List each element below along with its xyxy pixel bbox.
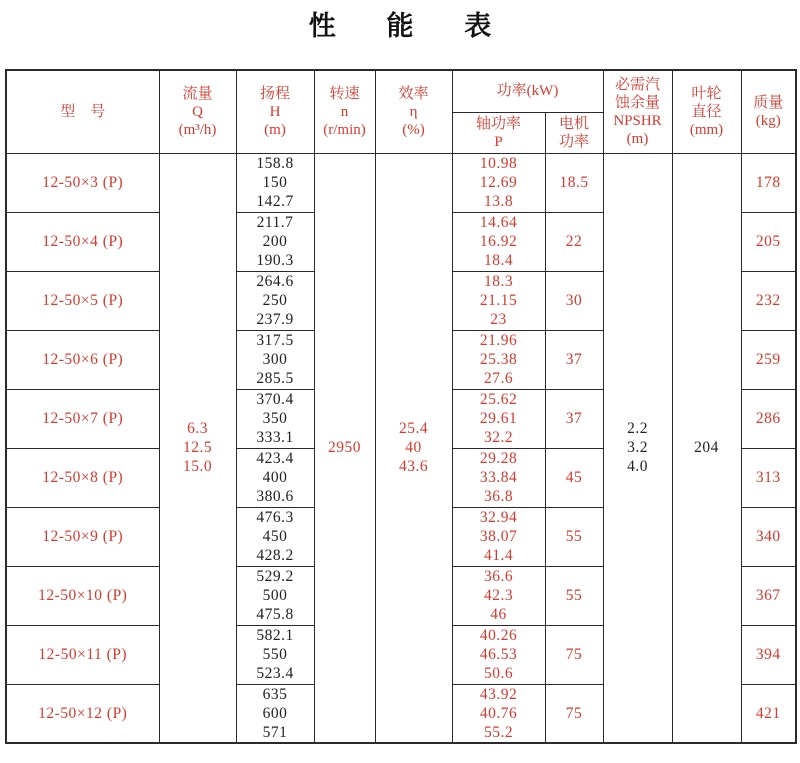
shaft-power-cell <box>452 625 545 684</box>
shaft-power-cell <box>452 389 545 448</box>
efficiency-cell <box>375 153 452 743</box>
mass-cell: 232 <box>741 271 796 330</box>
shaft-power-value: 46 <box>490 606 507 623</box>
performance-table <box>5 69 797 744</box>
shaft-power-value: 23 <box>490 311 507 328</box>
head-cell <box>236 507 314 566</box>
head-value: 333.1 <box>256 429 294 446</box>
model-cell: 12-50×4 (P) <box>6 212 159 271</box>
head-value: 571 <box>262 723 288 741</box>
table-row <box>6 153 796 212</box>
efficiency-value: 40 <box>405 439 422 457</box>
head-value: 370.4 <box>256 391 294 408</box>
motor-power-cell: 18.5 <box>545 153 603 212</box>
col-header-head-line: H <box>269 103 281 120</box>
model-cell: 12-50×6 (P) <box>6 330 159 389</box>
npshr-value: 2.2 <box>627 420 648 438</box>
head-value: 476.3 <box>256 509 294 526</box>
efficiency-value: 25.4 <box>398 420 429 438</box>
head-value: 264.6 <box>256 273 294 290</box>
model-cell: 12-50×7 (P) <box>6 389 159 448</box>
head-value: 529.2 <box>256 568 294 585</box>
motor-power-cell: 30 <box>545 271 603 330</box>
model-cell: 12-50×10 (P) <box>6 566 159 625</box>
col-header-shaft-power-line: 轴功率 <box>475 115 521 132</box>
page-title: 性 能 表 <box>308 11 514 41</box>
head-value: 523.4 <box>256 665 294 682</box>
head-value: 600 <box>262 704 288 722</box>
col-header-impeller-line: 直径 <box>691 103 722 120</box>
shaft-power-value: 21.15 <box>479 292 518 309</box>
head-value: 158.8 <box>256 155 294 172</box>
col-header-mass-line: (kg) <box>755 112 781 129</box>
head-value: 150 <box>262 174 288 191</box>
col-header-speed-line: n <box>340 103 349 120</box>
shaft-power-value: 50.6 <box>483 665 514 682</box>
head-value: 300 <box>262 351 288 368</box>
shaft-power-value: 33.84 <box>479 469 518 486</box>
col-header-efficiency-line: (%) <box>402 121 425 138</box>
model-cell: 12-50×3 (P) <box>6 153 159 212</box>
col-header-flow <box>159 70 236 153</box>
shaft-power-value: 55.2 <box>483 723 514 741</box>
col-header-motor-power-line: 功率 <box>558 133 589 150</box>
head-cell <box>236 153 314 212</box>
shaft-power-value: 36.6 <box>483 568 514 585</box>
shaft-power-value: 12.69 <box>479 174 518 191</box>
speed-cell: 2950 <box>314 153 375 743</box>
col-header-impeller <box>672 70 741 153</box>
col-header-npshr-line: 必需汽 <box>614 76 660 93</box>
col-header-motor-power-line: 电机 <box>558 115 589 132</box>
head-cell <box>236 566 314 625</box>
shaft-power-value: 25.62 <box>479 391 518 408</box>
head-cell <box>236 684 314 743</box>
model-cell: 12-50×9 (P) <box>6 507 159 566</box>
npshr-value: 3.2 <box>627 439 648 457</box>
shaft-power-cell <box>452 153 545 212</box>
shaft-power-value: 29.28 <box>479 450 518 467</box>
head-value: 211.7 <box>256 214 294 231</box>
flow-value: 6.3 <box>187 420 208 438</box>
head-value: 142.7 <box>256 193 294 210</box>
shaft-power-value: 32.94 <box>479 509 518 526</box>
impeller-diameter-cell: 204 <box>672 153 741 743</box>
col-header-mass-line: 质量 <box>753 94 784 111</box>
shaft-power-cell <box>452 271 545 330</box>
motor-power-cell: 55 <box>545 507 603 566</box>
head-value: 200 <box>262 233 288 250</box>
flow-cell <box>159 153 236 743</box>
npshr-value: 4.0 <box>627 458 648 476</box>
flow-value: 15.0 <box>182 458 213 476</box>
head-value: 380.6 <box>256 488 294 505</box>
col-header-head-line: 扬程 <box>259 85 290 102</box>
shaft-power-cell <box>452 566 545 625</box>
col-header-flow-line: Q <box>192 103 203 120</box>
col-header-speed <box>314 70 375 153</box>
head-value: 285.5 <box>256 370 294 387</box>
mass-cell: 421 <box>741 684 796 743</box>
head-value: 237.9 <box>256 311 294 328</box>
shaft-power-value: 46.53 <box>479 646 518 663</box>
col-header-motor-power <box>545 112 603 153</box>
head-cell <box>236 625 314 684</box>
shaft-power-value: 42.3 <box>483 587 514 604</box>
head-value: 423.4 <box>256 450 294 467</box>
shaft-power-value: 18.4 <box>483 252 514 269</box>
mass-cell: 178 <box>741 153 796 212</box>
col-header-flow-line: 流量 <box>182 85 213 102</box>
col-header-efficiency <box>375 70 452 153</box>
head-value: 450 <box>262 528 288 545</box>
head-value: 475.8 <box>256 606 294 623</box>
head-cell <box>236 330 314 389</box>
motor-power-cell: 37 <box>545 330 603 389</box>
head-cell <box>236 389 314 448</box>
npshr-cell <box>603 153 672 743</box>
head-value: 250 <box>262 292 288 309</box>
col-header-npshr-line: 蚀余量 <box>614 94 660 111</box>
shaft-power-value: 40.26 <box>479 627 518 644</box>
col-header-impeller-line: 叶轮 <box>691 85 722 102</box>
col-header-impeller-line: (mm) <box>689 121 724 138</box>
head-value: 190.3 <box>256 252 294 269</box>
col-header-head-line: (m) <box>264 121 286 138</box>
motor-power-cell: 37 <box>545 389 603 448</box>
model-cell: 12-50×5 (P) <box>6 271 159 330</box>
col-header-efficiency-line: η <box>409 103 418 120</box>
shaft-power-cell <box>452 507 545 566</box>
motor-power-cell: 55 <box>545 566 603 625</box>
model-cell: 12-50×8 (P) <box>6 448 159 507</box>
mass-cell: 394 <box>741 625 796 684</box>
shaft-power-value: 40.76 <box>479 704 518 722</box>
col-header-mass <box>741 70 796 153</box>
flow-value: 12.5 <box>182 439 213 457</box>
mass-cell: 313 <box>741 448 796 507</box>
motor-power-cell: 75 <box>545 625 603 684</box>
head-cell <box>236 212 314 271</box>
head-value: 500 <box>262 587 288 604</box>
shaft-power-value: 18.3 <box>483 273 514 290</box>
col-header-head <box>236 70 314 153</box>
col-header-model: 型 号 <box>6 70 159 153</box>
efficiency-value: 43.6 <box>398 458 429 476</box>
shaft-power-value: 25.38 <box>479 351 518 368</box>
model-cell: 12-50×12 (P) <box>6 684 159 743</box>
shaft-power-value: 41.4 <box>483 547 514 564</box>
shaft-power-value: 13.8 <box>483 193 514 210</box>
model-cell: 12-50×11 (P) <box>6 625 159 684</box>
head-cell <box>236 448 314 507</box>
col-header-efficiency-line: 效率 <box>398 85 429 102</box>
shaft-power-cell <box>452 212 545 271</box>
col-header-shaft-power-line: P <box>494 133 503 150</box>
shaft-power-value: 29.61 <box>479 410 518 427</box>
mass-cell: 367 <box>741 566 796 625</box>
motor-power-cell: 45 <box>545 448 603 507</box>
head-cell <box>236 271 314 330</box>
col-header-npshr-line: (m) <box>626 130 649 147</box>
shaft-power-value: 27.6 <box>483 370 514 387</box>
shaft-power-value: 16.92 <box>479 233 518 250</box>
mass-cell: 205 <box>741 212 796 271</box>
col-header-flow-line: (m³/h) <box>178 121 217 138</box>
head-value: 550 <box>262 646 288 663</box>
col-header-power-group: 功率(kW) <box>452 70 603 112</box>
mass-cell: 286 <box>741 389 796 448</box>
head-value: 400 <box>262 469 288 486</box>
shaft-power-value: 32.2 <box>483 429 514 446</box>
shaft-power-value: 14.64 <box>479 214 518 231</box>
shaft-power-value: 38.07 <box>479 528 518 545</box>
shaft-power-cell <box>452 330 545 389</box>
shaft-power-cell <box>452 684 545 743</box>
shaft-power-value: 36.8 <box>483 488 514 505</box>
head-value: 635 <box>262 685 288 703</box>
col-header-speed-line: 转速 <box>329 85 360 102</box>
col-header-npshr <box>603 70 672 153</box>
col-header-shaft-power <box>452 112 545 153</box>
col-header-speed-line: (r/min) <box>323 121 366 138</box>
motor-power-cell: 75 <box>545 684 603 743</box>
col-header-npshr-line: NPSHR <box>613 112 662 129</box>
shaft-power-cell <box>452 448 545 507</box>
shaft-power-value: 43.92 <box>479 685 518 703</box>
motor-power-cell: 22 <box>545 212 603 271</box>
head-value: 350 <box>262 410 288 427</box>
mass-cell: 259 <box>741 330 796 389</box>
shaft-power-value: 21.96 <box>479 332 518 349</box>
head-value: 317.5 <box>256 332 294 349</box>
head-value: 582.1 <box>256 627 294 644</box>
head-value: 428.2 <box>256 547 294 564</box>
shaft-power-value: 10.98 <box>479 155 518 172</box>
mass-cell: 340 <box>741 507 796 566</box>
